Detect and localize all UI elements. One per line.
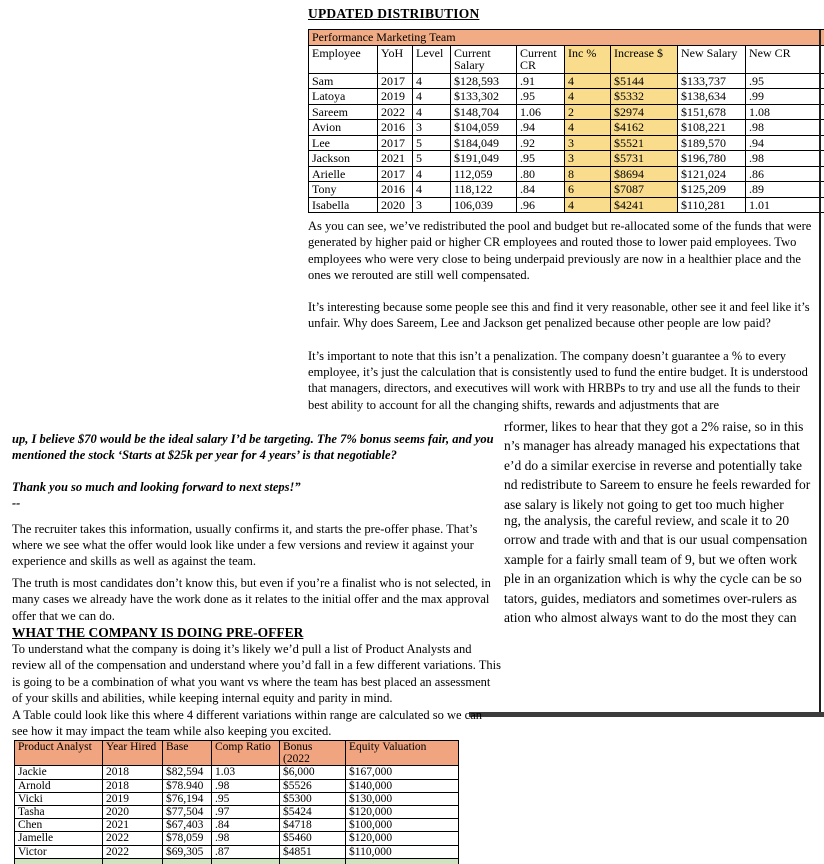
candidate-quote-thanks: Thank you so much and looking forward to next steps!” [12,479,301,494]
table-cell: $6,000 [280,766,346,779]
table-cell: 2018 [103,766,163,779]
right-page-clipped-text-1 [504,417,824,514]
col-header-current-cr: Current CR [517,45,565,73]
table-cell: $4718 [280,819,346,832]
performance-table-body [309,73,824,213]
table-cell: .98 [212,832,280,845]
clipped-line: ple in an organization which is why the cycle can be so [504,571,802,587]
table-cell: Sareem [309,104,378,120]
page-right-border [819,30,821,714]
table-row [309,182,824,198]
table-cell: $184,049 [451,135,517,151]
table-row [309,104,824,120]
table-cell: Jackson [309,151,378,167]
heading-updated-distribution: UPDATED DISTRIBUTION [308,6,480,21]
table-cell: $67,403 [163,819,212,832]
table-cell: .94 [517,120,565,136]
table-cell: Lee [309,135,378,151]
table-cell: $167,000 [346,766,459,779]
table-cell: Victor [15,845,103,858]
table-row [15,832,459,845]
table-cell: $110,000 [346,845,459,858]
table-cell: Sam [309,73,378,89]
table-cell: 5 [413,151,451,167]
table-cell: $5300 [280,792,346,805]
table-cell: 2017 [378,73,413,89]
col-header-increase: Increase $ [611,45,678,73]
table-cell: 3 [413,197,451,213]
table-cell: .98 [746,120,824,136]
table-cell: 2019 [378,89,413,105]
table-cell: .84 [212,819,280,832]
table-cell: $128,593 [451,73,517,89]
clipped-line: rformer, likes to hear that they got a 2% raise, so in this [504,419,804,434]
table-cell: .98 [212,779,280,792]
table-row [309,151,824,167]
table-cell: .92 [517,135,565,151]
quote-end-dashes: -- [12,496,21,511]
table-cell: 6 [565,182,611,198]
table-cell: .95 [517,151,565,167]
table-cell: 2019 [103,792,163,805]
table-cell: 1.06 [517,104,565,120]
heading-what-the-company-is-doing: WHAT THE COMPANY IS DOING PRE-OFFER [12,625,304,641]
table-cell: 4 [565,73,611,89]
table-cell: $130,000 [346,792,459,805]
table-cell: 2022 [103,845,163,858]
performance-marketing-table [308,29,824,213]
table-cell: 3 [413,120,451,136]
table-cell: $140,000 [346,779,459,792]
table-cell: Chen [15,819,103,832]
paragraph: It’s important to note that this isn’t a penalization. The company doesn’t guarantee a % to every employee, it’s just the calculation that is consistently used to fund the entire budget. It is understood that managers, directors, and executives will work with HRBPs to try and use all the funds to their best ability to account for all the changing shifts, rewards and adjustments that are [308,348,808,412]
col-header-employee: Employee [309,45,378,73]
clipped-line: ation who almost always want to do the most they can [504,610,797,626]
product-analyst-table-body [15,766,459,858]
table-cell: $189,570 [678,135,746,151]
table-cell: $8694 [611,166,678,182]
table-cell: Jamelle [15,832,103,845]
table-cell [346,858,459,864]
top-paragraphs [308,218,822,429]
table-title-band: Performance Marketing Team [309,30,824,46]
performance-table-container [308,29,824,213]
col-header-year-hired: Year Hired [103,741,163,766]
table-cell: 2018 [103,779,163,792]
table-cell: .96 [517,197,565,213]
table-cell: 2016 [378,182,413,198]
table-cell: $4162 [611,120,678,136]
table-row [309,73,824,89]
table-cell: $125,209 [678,182,746,198]
table-cell [15,858,103,864]
right-page-clipped-text-2 [504,511,824,627]
col-header-bonus-2022: Bonus (2022 [280,741,346,766]
table-cell: $5521 [611,135,678,151]
clipped-line: ng, the analysis, the careful review, and scale it to 20 [504,513,790,528]
product-analyst-table [14,740,459,864]
clipped-line: ase salary is likely not going to get too much higher [504,496,784,512]
table-cell: $5731 [611,151,678,167]
table-row [15,845,459,858]
table-cell: $77,504 [163,806,212,819]
table-cell: $151,678 [678,104,746,120]
table-cell: Jackie [15,766,103,779]
table-cell: $5144 [611,73,678,89]
table-cell: 2021 [378,151,413,167]
table-cell: $5424 [280,806,346,819]
table-cell: 4 [413,182,451,198]
table-cell: $148,704 [451,104,517,120]
table-cell: 4 [565,89,611,105]
table-cell: Tasha [15,806,103,819]
paragraph: The truth is most candidates don’t know this, but even if you’re a finalist who is not selected, in many cases we already have the work done as it relates to the initial offer and the max approval offer that we can do. [12,575,491,623]
table-cell: 2 [565,104,611,120]
col-header-new-cr: New CR [746,45,824,73]
table-cell: 112,059 [451,166,517,182]
table-cell: Tony [309,182,378,198]
table-cell: $82,594 [163,766,212,779]
table-header-row [15,741,459,766]
paragraph: A Table could look like this where 4 different variations within range are calculated so we can see how it may impact the team while also keeping you excited. [12,707,483,739]
table-cell: 106,039 [451,197,517,213]
table-cell: 1.08 [746,104,824,120]
partial-green-row [15,858,459,864]
candidate-quote-italic: up, I believe $70 would be the ideal salary I’d be targeting. The 7% bonus seems fair, and you mentioned the stock ‘Starts at $25k per year for 4 years’ is that negotiable? [12,432,494,463]
separator-bar [469,712,824,717]
table-cell: 118,122 [451,182,517,198]
table-cell [103,858,163,864]
table-title-row [309,30,824,46]
table-cell: $4241 [611,197,678,213]
table-cell: $120,000 [346,832,459,845]
col-header-new-salary: New Salary [678,45,746,73]
clipped-line: n’s manager has already managed his expectations that [504,438,800,454]
table-cell: Arnold [15,779,103,792]
table-cell: $69,305 [163,845,212,858]
table-cell: $5332 [611,89,678,105]
table-cell: .91 [517,73,565,89]
table-cell: .89 [746,182,824,198]
clipped-line: e’d do a similar exercise in reverse and potentially take [504,457,803,473]
table-row [15,766,459,779]
table-cell: 8 [565,166,611,182]
table-cell: .87 [212,845,280,858]
table-row [309,89,824,105]
table-cell: 4 [413,104,451,120]
table-cell: $104,059 [451,120,517,136]
table-cell: $108,221 [678,120,746,136]
table-row [15,819,459,832]
table-cell: $2974 [611,104,678,120]
table-cell: Arielle [309,166,378,182]
table-row [15,806,459,819]
table-cell: 2022 [103,832,163,845]
table-cell: .94 [746,135,824,151]
table-cell: Isabella [309,197,378,213]
product-analyst-table-container [14,740,462,864]
col-header-equity-valuation: Equity Valuation [346,741,459,766]
table-cell: $5526 [280,779,346,792]
paragraph: The recruiter takes this information, usually confirms it, and starts the pre-offer phase. That’s where we see what the offer would look like under a few versions and review it against your experience and skills as well as against the team. [12,521,478,569]
table-cell: $196,780 [678,151,746,167]
table-cell [212,858,280,864]
table-row [309,197,824,213]
table-cell: Latoya [309,89,378,105]
table-cell: $78,059 [163,832,212,845]
table-header-row [309,45,824,73]
table-row [15,779,459,792]
table-cell: $4851 [280,845,346,858]
table-cell: $133,737 [678,73,746,89]
table-cell: $138,634 [678,89,746,105]
table-cell [163,858,212,864]
table-cell: 2017 [378,166,413,182]
table-cell: 4 [565,120,611,136]
table-cell: $191,049 [451,151,517,167]
col-header-level: Level [413,45,451,73]
table-cell: 2021 [103,819,163,832]
table-row [309,120,824,136]
col-header-yoh: YoH [378,45,413,73]
table-cell [280,858,346,864]
table-cell: 2020 [103,806,163,819]
table-cell: 3 [565,151,611,167]
table-cell: .80 [517,166,565,182]
table-cell: 3 [565,135,611,151]
col-header-base: Base [163,741,212,766]
table-cell: Vicki [15,792,103,805]
table-cell: $120,000 [346,806,459,819]
table-cell: .84 [517,182,565,198]
clipped-line: tators, guides, mediators and sometimes over-rulers as [504,590,797,606]
table-cell: $100,000 [346,819,459,832]
table-cell: .95 [517,89,565,105]
table-cell: .99 [746,89,824,105]
table-cell: $110,281 [678,197,746,213]
table-cell: .86 [746,166,824,182]
paragraph: To understand what the company is doing it’s likely we’d pull a list of Product Analysts and review all of the compensation and understand where you’d fall in a few different variations. This is going to be a combination of what you want vs where the team has best placed an assessment of your skills and abilities, while keeping internal equity and parity in mind. [12,642,501,706]
table-cell: 2017 [378,135,413,151]
table-cell: $7087 [611,182,678,198]
table-row [15,792,459,805]
table-cell: .95 [212,792,280,805]
table-cell: 4 [413,89,451,105]
clipped-line: orrow and trade with and that is our usual compensation [504,532,808,548]
table-cell: 2022 [378,104,413,120]
clipped-line: xample for a fairly small team of 9, but we often work [504,551,798,567]
table-row [309,166,824,182]
col-header-current-salary: Current Salary [451,45,517,73]
col-header-product-analyst: Product Analyst [15,741,103,766]
table-cell: Avion [309,120,378,136]
table-row [309,135,824,151]
table-cell: 2020 [378,197,413,213]
table-cell: $5460 [280,832,346,845]
table-cell: 4 [413,73,451,89]
table-cell: $76,194 [163,792,212,805]
col-header-comp-ratio: Comp Ratio [212,741,280,766]
clipped-line: nd redistribute to Sareem to ensure he feels rewarded for [504,477,811,493]
left-column [12,431,501,740]
table-cell: 4 [413,166,451,182]
table-cell: .98 [746,151,824,167]
table-cell: 4 [565,197,611,213]
table-cell: $133,302 [451,89,517,105]
table-cell: 1.03 [212,766,280,779]
table-cell: 5 [413,135,451,151]
table-cell: $78.940 [163,779,212,792]
table-cell: $121,024 [678,166,746,182]
paragraph: It’s interesting because some people see this and find it very reasonable, other see it and feel like it’s unfair. Why does Sareem, Lee and Jackson get penalized because other people are low paid? [308,300,810,331]
table-cell: .95 [746,73,824,89]
paragraph: As you can see, we’ve redistributed the pool and budget but re-allocated some of the funds that were generated by higher paid or higher CR employees and routed those to lower paid employees. Two employees who were very close to being underpaid previously are now in a healthier place and the ones we rerouted are still well compensated. [308,219,812,282]
col-header-inc-pct: Inc % [565,45,611,73]
table-cell: 1.01 [746,197,824,213]
table-cell: .97 [212,806,280,819]
table-cell: 2016 [378,120,413,136]
